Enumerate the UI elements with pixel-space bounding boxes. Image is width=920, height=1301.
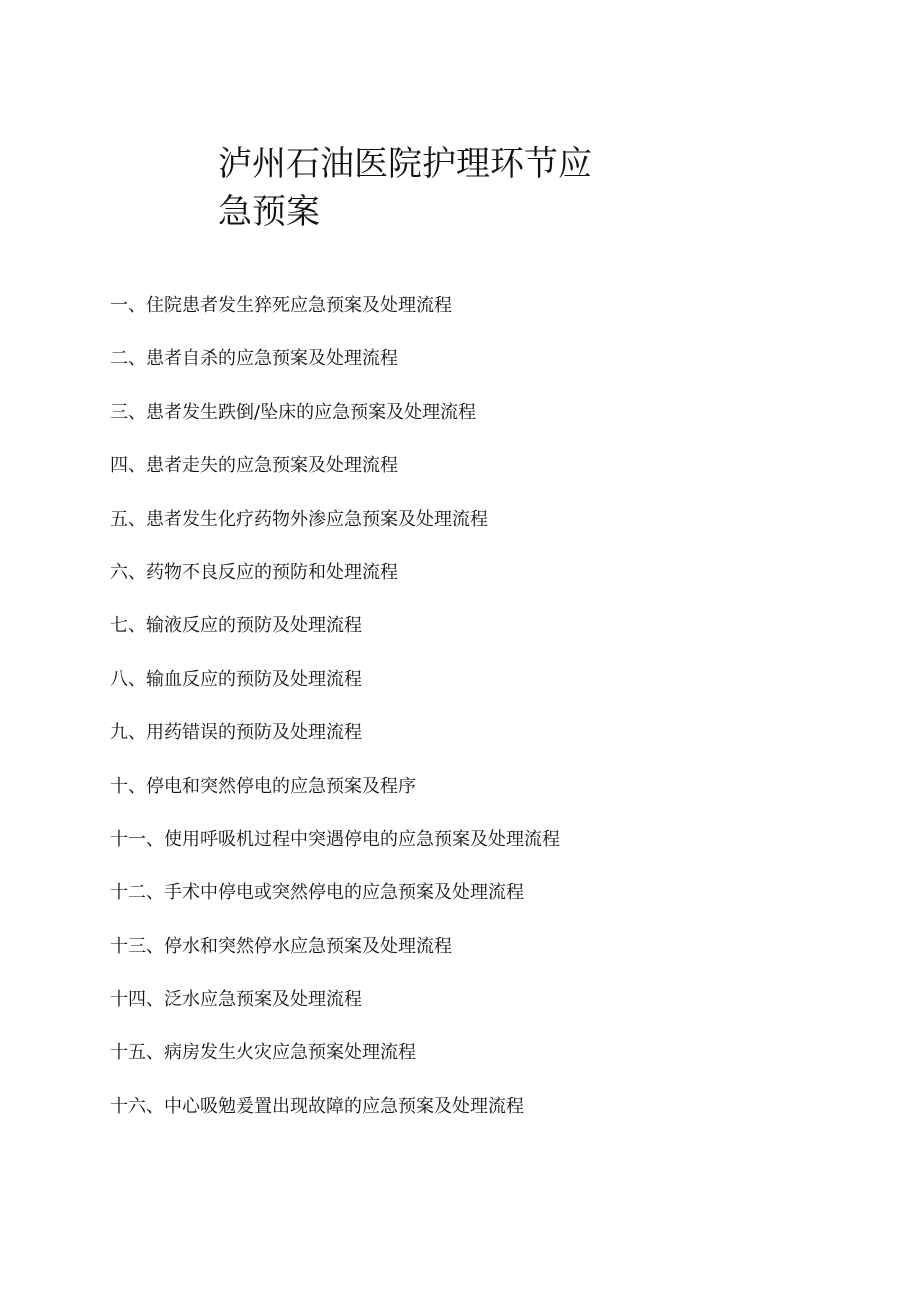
toc-item: 四、患者走失的应急预案及处理流程 xyxy=(110,455,398,477)
toc-item: 十五、病房发生火灾应急预案处理流程 xyxy=(110,1042,416,1064)
toc-item: 八、输血反应的预防及处理流程 xyxy=(110,668,362,690)
toc-item: 十六、中心吸勉爰置出现故障的应急预案及处理流程 xyxy=(110,1095,524,1117)
toc-item: 七、输液反应的预防及处理流程 xyxy=(110,615,362,637)
table-of-contents xyxy=(110,292,560,1146)
toc-item: 二、患者自杀的应急预案及处理流程 xyxy=(110,348,398,370)
toc-item: 十、停电和突然停电的应急预案及程序 xyxy=(110,775,416,797)
toc-item: 五、患者发生化疗药物外渗应急预案及处理流程 xyxy=(110,508,488,530)
toc-item: 十一、使用呼吸机过程中突遇停电的应急预案及处理流程 xyxy=(110,828,560,850)
title-line-2: 急预案 xyxy=(218,192,320,232)
toc-item: 十三、停水和突然停水应急预案及处理流程 xyxy=(110,935,452,957)
title-line-1: 泸州石油医院护理环节应 xyxy=(218,144,592,184)
toc-item: 十二、手术中停电或突然停电的应急预案及处理流程 xyxy=(110,882,524,904)
toc-item: 六、药物不良反应的预防和处理流程 xyxy=(110,561,398,583)
document-title xyxy=(218,140,598,236)
toc-item: 九、用药错误的预防及处理流程 xyxy=(110,722,362,744)
toc-item: 十四、泛水应急预案及处理流程 xyxy=(110,989,362,1011)
toc-item: 三、患者发生跌倒/坠床的应急预案及处理流程 xyxy=(110,401,477,423)
toc-item: 一、住院患者发生猝死应急预案及处理流程 xyxy=(110,295,452,316)
